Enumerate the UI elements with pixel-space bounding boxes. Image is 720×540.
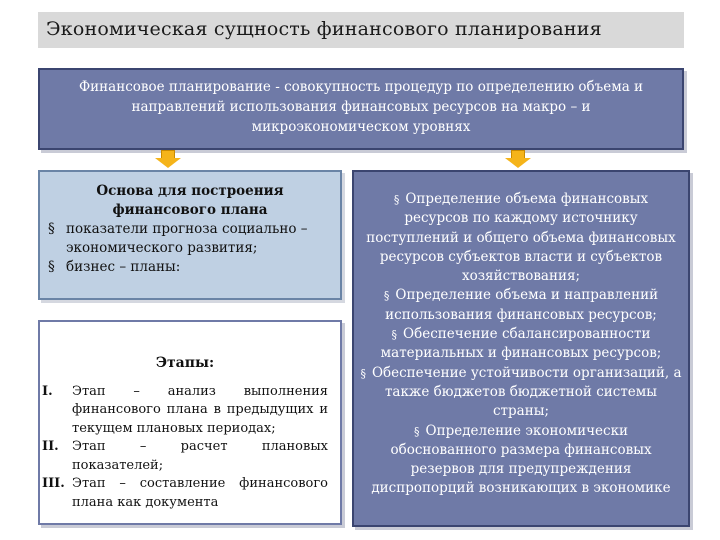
stage-number: I. — [42, 383, 53, 399]
basis-box — [38, 170, 342, 300]
bullet-icon: § — [48, 259, 55, 275]
stage-text: Этап – составление финансового плана как документа — [72, 476, 328, 510]
stage-text: Этап – расчет плановых показателей; — [72, 439, 328, 473]
list-item: § Обеспечение сбалансированности материальных и финансовых ресурсов; — [380, 326, 662, 362]
bullet-icon: § — [48, 221, 55, 237]
stages-title: Этапы: — [155, 355, 215, 371]
basis-title: Основа для построения финансового плана — [96, 183, 284, 218]
list-item: § бизнес – планы: — [48, 259, 181, 275]
slide-title: Экономическая сущность финансового планирования — [38, 12, 684, 48]
list-item: § показатели прогноза социально – экономического развития; — [48, 221, 308, 256]
bullet-icon: § — [391, 328, 398, 342]
bullet-icon: § — [393, 193, 400, 206]
basis-list — [48, 220, 332, 277]
bullet-icon: § — [383, 289, 390, 303]
stage-item — [42, 383, 328, 439]
list-item: § Определение объема финансовых ресурсов по каждому источнику поступлений и общего объема финансовых ресурсов субъектов власти и субъектов хозяйствования; — [366, 191, 676, 285]
bullet-icon: § — [414, 424, 420, 438]
stage-item — [42, 475, 328, 512]
stage-number: III. — [42, 476, 65, 491]
bullet-icon: § — [360, 366, 366, 380]
list-item: § Определение объема и направлений использования финансовых ресурсов; — [383, 287, 659, 323]
stage-item — [42, 438, 328, 475]
list-item: § Обеспечение устойчивости организаций, а также бюджетов бюджетной системы страны; — [360, 364, 682, 420]
definition-text: Финансовое планирование - совокупность процедур по определению объема и направлений использования финансовых ресурсов на макро – и микроэкономическом уровнях — [78, 79, 644, 135]
tasks-box — [352, 170, 690, 527]
list-item: § Определение экономически обоснованного размера финансовых резервов для предупреждения диспропорций возникающих в экономике — [371, 422, 671, 497]
stage-number: II. — [42, 439, 59, 454]
stage-text: Этап – анализ выполнения финансового плана в предыдущих и текущем плановых периодах; — [72, 383, 328, 436]
stages-box — [38, 320, 342, 525]
definition-box — [38, 68, 684, 150]
